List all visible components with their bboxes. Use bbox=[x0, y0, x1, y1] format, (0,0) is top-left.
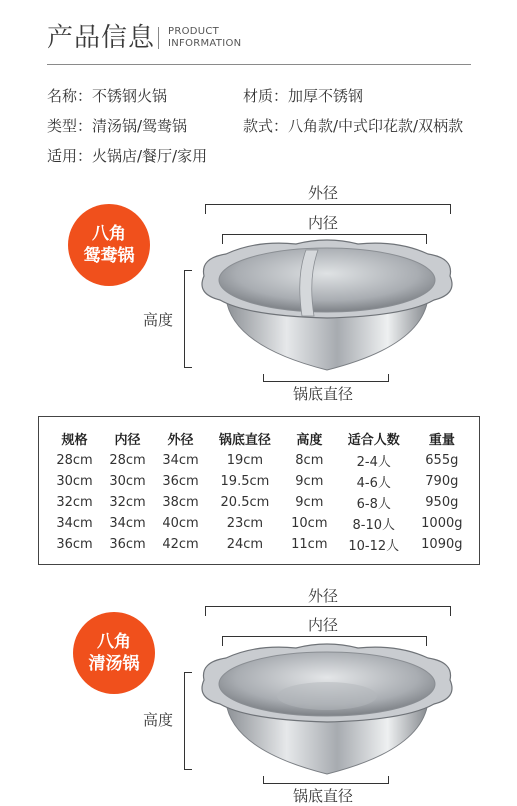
table-cell: 32cm bbox=[56, 495, 93, 510]
table-cell: 11cm bbox=[291, 537, 328, 552]
base-diameter-label-2: 锅底直径 bbox=[293, 787, 354, 805]
table-cell: 32cm bbox=[109, 495, 146, 510]
header-height: 高度 bbox=[296, 433, 323, 448]
table-cell: 950g bbox=[425, 495, 459, 510]
table-cell: 36cm bbox=[109, 537, 146, 552]
height-label: 高度 bbox=[143, 311, 174, 329]
table-row bbox=[48, 534, 472, 555]
height-label-2: 高度 bbox=[143, 711, 174, 729]
header-inner: 内径 bbox=[114, 433, 141, 448]
product-badge-yuanyang bbox=[68, 204, 150, 286]
base-diameter-bracket bbox=[263, 374, 389, 382]
outer-diameter-label: 外径 bbox=[308, 184, 339, 202]
header-people: 适合人数 bbox=[347, 433, 400, 448]
table-cell: 2-4人 bbox=[356, 455, 391, 470]
table-cell: 790g bbox=[425, 474, 459, 489]
header-base: 锅底直径 bbox=[218, 433, 271, 448]
badge-line2: 鸳鸯锅 bbox=[83, 246, 135, 266]
table-row bbox=[48, 471, 472, 492]
base-diameter-bracket-2 bbox=[263, 776, 389, 784]
info-name: 名称：不锈钢火锅 bbox=[47, 87, 168, 105]
header-rule bbox=[47, 64, 471, 65]
table-row bbox=[48, 513, 472, 534]
table-cell: 19cm bbox=[226, 453, 264, 468]
table-row bbox=[48, 492, 472, 513]
table-cell: 28cm bbox=[56, 453, 93, 468]
qingtang-pot-image bbox=[196, 640, 458, 780]
table-cell: 8-10人 bbox=[352, 518, 395, 533]
table-cell: 20.5cm bbox=[220, 495, 270, 510]
table-cell: 6-8人 bbox=[356, 497, 391, 512]
base-diameter-label: 锅底直径 bbox=[293, 385, 354, 403]
product-badge-qingtang bbox=[73, 612, 155, 694]
table-cell: 1000g bbox=[421, 516, 463, 531]
table-cell: 1090g bbox=[421, 537, 463, 552]
inner-diameter-label: 内径 bbox=[308, 214, 339, 232]
table-cell: 8cm bbox=[295, 453, 324, 468]
table-cell: 38cm bbox=[162, 495, 199, 510]
page-title-en bbox=[168, 26, 241, 50]
outer-diameter-label-2: 外径 bbox=[308, 587, 339, 605]
table-cell: 34cm bbox=[56, 516, 93, 531]
table-cell: 40cm bbox=[162, 516, 199, 531]
table-header-row bbox=[48, 427, 472, 450]
table-cell: 34cm bbox=[109, 516, 146, 531]
table-cell: 28cm bbox=[109, 453, 146, 468]
info-type: 类型：清汤锅/鸳鸯锅 bbox=[47, 117, 188, 135]
table-cell: 9cm bbox=[295, 474, 324, 489]
height-bracket-2 bbox=[184, 672, 192, 770]
table-cell: 10cm bbox=[291, 516, 328, 531]
title-divider bbox=[158, 27, 159, 49]
badge-line1: 八角 bbox=[92, 224, 126, 244]
spec-table bbox=[48, 427, 472, 555]
title-en-line2: INFORMATION bbox=[168, 38, 242, 49]
info-material: 材质：加厚不锈钢 bbox=[243, 87, 364, 105]
table-cell: 19.5cm bbox=[220, 474, 270, 489]
table-cell: 34cm bbox=[162, 453, 199, 468]
table-cell: 42cm bbox=[162, 537, 199, 552]
badge-line2: 清汤锅 bbox=[88, 654, 140, 674]
height-bracket bbox=[184, 270, 192, 368]
table-cell: 655g bbox=[425, 453, 459, 468]
table-cell: 24cm bbox=[226, 537, 264, 552]
table-row bbox=[48, 450, 472, 471]
info-usage: 适用：火锅店/餐厅/家用 bbox=[47, 147, 208, 165]
header-weight: 重量 bbox=[428, 433, 455, 448]
table-cell: 4-6人 bbox=[356, 476, 391, 491]
table-cell: 36cm bbox=[56, 537, 93, 552]
badge-line1: 八角 bbox=[97, 632, 131, 652]
yuanyang-pot-image bbox=[196, 236, 458, 376]
table-cell: 23cm bbox=[226, 516, 264, 531]
table-cell: 9cm bbox=[295, 495, 324, 510]
table-cell: 30cm bbox=[56, 474, 93, 489]
inner-diameter-label-2: 内径 bbox=[308, 616, 339, 634]
header-spec: 规格 bbox=[61, 433, 88, 448]
info-style: 款式：八角款/中式印花款/双柄款 bbox=[243, 117, 464, 135]
header-outer: 外径 bbox=[167, 433, 194, 448]
title-en-line1: PRODUCT bbox=[168, 26, 220, 37]
table-cell: 30cm bbox=[109, 474, 146, 489]
table-cell: 36cm bbox=[162, 474, 199, 489]
table-cell: 10-12人 bbox=[348, 539, 400, 554]
page-title: 产品信息 bbox=[47, 23, 156, 53]
